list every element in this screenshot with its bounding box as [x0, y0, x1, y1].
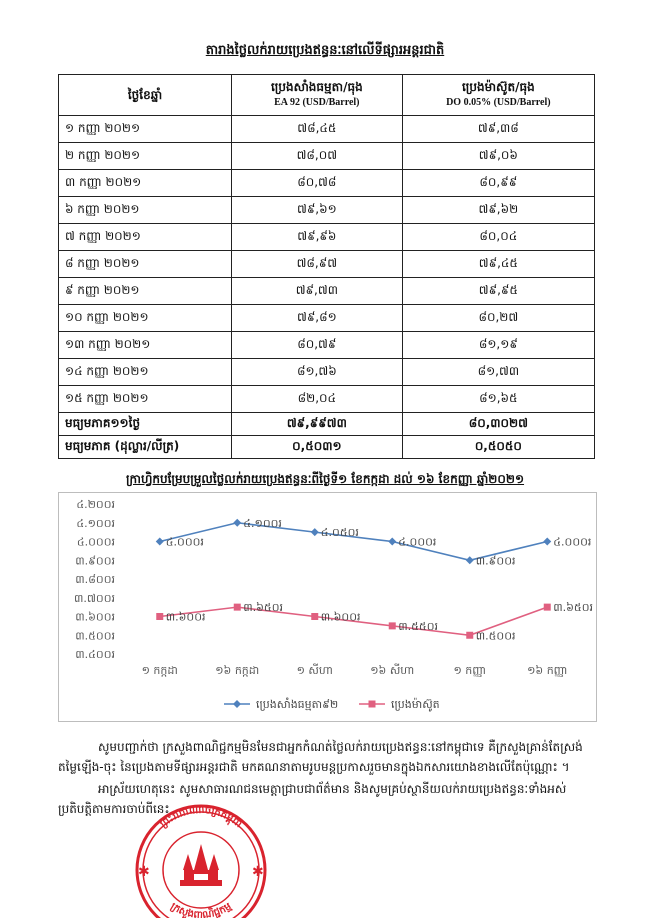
note-line-1: សូមបញ្ជាក់ថា ក្រសួងពាណិជ្ជកម្មមិនមែនជាអ្នកកំណត់ថ្លៃលក់រាយប្រេងឥន្ធនៈនៅកម្ពុជាទេ គឺក្រសួងគ្រាន់តែស្រង់	[98, 740, 583, 754]
table-header-row	[59, 75, 595, 116]
row-date: ៩ កញ្ញា ២០២១	[59, 278, 232, 305]
table-row	[59, 143, 595, 170]
x-tick-label: ១៦ សីហា	[370, 664, 415, 677]
legend-marker	[233, 700, 241, 708]
y-tick-label: ៣.៨០០រ	[75, 573, 115, 586]
chart-svg	[59, 493, 596, 721]
header-gasoline: ប្រេងសាំងធម្មតា/ធុង EA 92 (USD/Barrel)	[232, 75, 403, 116]
x-tick-label: ១ សីហា	[296, 664, 333, 677]
average-liter-gasoline: ០,៥០៣១	[232, 436, 403, 459]
data-point	[466, 632, 473, 639]
average-liter-row	[59, 436, 595, 459]
data-point	[544, 604, 551, 611]
y-tick-label: ៣.៤០០រ	[75, 648, 115, 661]
price-table	[58, 74, 595, 459]
data-label: ៣.៩០០រ	[475, 554, 516, 568]
y-tick-label: ៤.១០០រ	[76, 516, 115, 530]
row-date: ១៤ កញ្ញា ២០២១	[59, 359, 232, 386]
data-point	[156, 613, 163, 620]
y-tick-label: ៤.២០០រ	[76, 498, 115, 511]
y-tick-label: ៣.៧០០រ	[74, 591, 115, 605]
row-diesel: ៨១,៧៣	[402, 359, 594, 386]
note-line-4: ប្រតិបត្តិតាមការចាប់ពីនេះ	[58, 802, 170, 816]
data-point	[311, 528, 319, 536]
data-label: ៤.០០០រ	[553, 535, 592, 549]
y-tick-label: ៣.៦០០រ	[75, 610, 115, 624]
table-row	[59, 386, 595, 413]
row-gasoline: ៧៩,៨១	[232, 305, 403, 332]
seal-star-right: ✱	[252, 864, 264, 880]
legend-marker	[369, 701, 376, 708]
line-chart	[58, 492, 597, 722]
row-diesel: ៧៩,៦២	[402, 197, 594, 224]
table-row	[59, 116, 595, 143]
data-label: ៣.៦០០រ	[320, 610, 361, 624]
seal-icon	[128, 798, 274, 918]
table-row	[59, 359, 595, 386]
data-point	[233, 519, 241, 527]
y-tick-label: ៣.៩០០រ	[75, 554, 115, 568]
row-gasoline: ៨២,០៤	[232, 386, 403, 413]
data-label: ៣.៦០០រ	[165, 610, 206, 624]
row-date: ៧ កញ្ញា ២០២១	[59, 224, 232, 251]
row-gasoline: ៧៩,៧៣	[232, 278, 403, 305]
note-line-2: តម្លៃឡើង-ចុះ នៃប្រេងតាមទីផ្សារអន្តរជាតិ មកគណនាតាមរូបមន្តប្រកាសរួចមានក្នុងឯកសារយោងខាងលើតែប៉ុណ្ណោះ ។	[58, 760, 570, 774]
legend-label: ប្រេងម៉ាស៊ូត	[391, 698, 440, 711]
header-diesel: ប្រេងម៉ាស៊ូត/ធុង DO 0.05% (USD/Barrel)	[402, 75, 594, 116]
note-line-3: អាស្រ័យហេតុនេះ សូមសាធារណជនមេត្តាជ្រាបជាព័ត៌មាន និងសូមគ្រប់ស្ថានីយលក់រាយប្រេងឥន្ធនៈទាំងអស់	[98, 782, 567, 796]
seal-top-text: ព្រះរាជាណាចក្រកម្ពុជា	[158, 804, 244, 831]
row-diesel: ៨១,១៩	[402, 332, 594, 359]
row-gasoline: ៧៩,៩៦	[232, 224, 403, 251]
data-point	[311, 613, 318, 620]
row-diesel: ៧៩,៤៥	[402, 251, 594, 278]
row-gasoline: ៨០,៧៩	[232, 332, 403, 359]
data-point	[543, 538, 551, 546]
row-date: ១៣ កញ្ញា ២០២១	[59, 332, 232, 359]
table-row	[59, 170, 595, 197]
row-date: ៣ កញ្ញា ២០២១	[59, 170, 232, 197]
row-date: ១៥ កញ្ញា ២០២១	[59, 386, 232, 413]
table-row	[59, 197, 595, 224]
average-gasoline: ៧៩,៩៩៧៣	[232, 413, 403, 436]
row-date: ២ កញ្ញា ២០២១	[59, 143, 232, 170]
data-label: ៤.០៥០រ	[320, 526, 359, 540]
row-date: ១ កញ្ញា ២០២១	[59, 116, 232, 143]
row-diesel: ៨១,៦៥	[402, 386, 594, 413]
average-row	[59, 413, 595, 436]
x-tick-label: ១ កញ្ញា	[453, 664, 487, 677]
row-diesel: ៧៩,៩៥	[402, 278, 594, 305]
seal-bottom-text: ក្រសួងពាណិជ្ជកម្ម	[168, 901, 234, 918]
row-gasoline: ៨០,៧៨	[232, 170, 403, 197]
data-point	[466, 556, 474, 564]
x-tick-label: ១ កក្កដា	[141, 664, 178, 677]
row-gasoline: ៨១,៧៦	[232, 359, 403, 386]
table-row	[59, 278, 595, 305]
table-row	[59, 224, 595, 251]
row-diesel: ៧៩,០៦	[402, 143, 594, 170]
data-label: ៣.៥០០រ	[475, 629, 516, 643]
row-diesel: ៨០,០៤	[402, 224, 594, 251]
seal-star-left: ✱	[138, 864, 150, 880]
legend-label: ប្រេងសាំងធម្មតា៩២	[256, 698, 339, 711]
data-label: ៤.០០០រ	[165, 535, 204, 549]
average-label: មធ្យមភាគ១១ថ្ងៃ	[59, 413, 232, 436]
data-label: ៣.៦៥០រ	[243, 601, 284, 615]
average-liter-label: មធ្យមភាគ (ដុល្លារ/លីត្រ)	[59, 436, 232, 459]
row-gasoline: ៧៨,០៧	[232, 143, 403, 170]
row-diesel: ៧៩,៣៨	[402, 116, 594, 143]
data-point	[234, 604, 241, 611]
data-point	[388, 538, 396, 546]
y-tick-label: ៣.៥០០រ	[75, 629, 115, 643]
data-point	[156, 538, 164, 546]
data-label: ៤.០០០រ	[398, 535, 437, 549]
row-gasoline: ៧៩,៦១	[232, 197, 403, 224]
table-row	[59, 251, 595, 278]
data-label: ៣.៦៥០រ	[553, 601, 594, 615]
ministry-seal	[128, 798, 274, 918]
row-date: ៦ កញ្ញា ២០២១	[59, 197, 232, 224]
temple-icon	[180, 844, 222, 886]
x-tick-label: ១៦ កញ្ញា	[527, 664, 568, 677]
table-row	[59, 332, 595, 359]
data-label: ៤.១០០រ	[243, 516, 282, 530]
row-gasoline: ៧៨,៤៥	[232, 116, 403, 143]
row-diesel: ៨០,៩៩	[402, 170, 594, 197]
data-label: ៣.៥៥០រ	[398, 619, 439, 633]
row-diesel: ៨០,២៧	[402, 305, 594, 332]
x-tick-label: ១៦ កក្កដា	[215, 664, 260, 677]
header-date: ថ្ងៃខែឆ្នាំ	[59, 75, 232, 116]
document-title: តារាងថ្លៃលក់រាយប្រេងឥន្ធនៈនៅលើទីផ្សារអន្តរជាតិ	[205, 43, 445, 58]
average-diesel: ៨០,៣០២៧	[402, 413, 594, 436]
y-tick-label: ៤.០០០រ	[76, 535, 115, 549]
row-date: ៨ កញ្ញា ២០២១	[59, 251, 232, 278]
data-point	[389, 622, 396, 629]
average-liter-diesel: ០,៥០៥០	[402, 436, 594, 459]
row-date: ១០ កញ្ញា ២០២១	[59, 305, 232, 332]
row-gasoline: ៧៨,៩៧	[232, 251, 403, 278]
table-row	[59, 305, 595, 332]
chart-title: ក្រាហ្វិកបម្រែបម្រួលថ្លៃលក់រាយប្រេងឥន្ធនៈពីថ្ងៃទី១ ខែកក្កដា ដល់ ១៦ ខែកញ្ញា ឆ្នាំ២០២១	[125, 472, 525, 486]
